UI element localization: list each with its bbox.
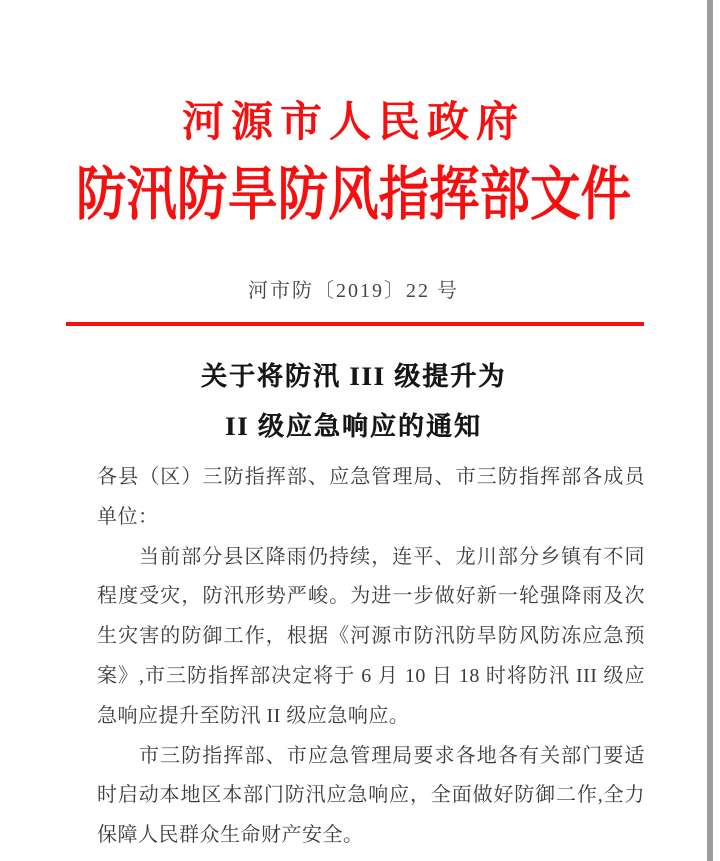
body-line: 生灾害的防御工作，根据《河源市防汛防旱防风防冻应急预 [97, 625, 645, 648]
red-divider-rule [66, 322, 644, 326]
document-body [97, 458, 645, 856]
letterhead-org-file-title: 防汛防旱防风指挥部文件 [75, 162, 632, 227]
body-line: 案》,市三防指挥部决定将于 6 月 10 日 18 时将防汛 III 级应 [97, 664, 645, 687]
body-line: 保障人民群众生命财产安全。 [97, 824, 364, 847]
notice-title-line-1: 关于将防汛 III 级提升为 [200, 362, 507, 391]
body-line: 时启动本地区本部门防汛应急响应，全面做好防御二作,全力 [97, 784, 645, 807]
body-line: 当前部分县区降雨仍持续，连平、龙川部分乡镇有不同 [139, 545, 645, 568]
scan-edge-strip [707, 0, 713, 861]
notice-title-line-2: II 级应急响应的通知 [225, 412, 482, 441]
body-line: 急响应提升至防汛 II 级应急响应。 [97, 704, 410, 727]
body-line: 单位： [97, 505, 159, 528]
body-line: 程度受灾，防汛形势严峻。为进一步做好新一轮强降雨及次 [97, 585, 645, 608]
notice-title [0, 352, 707, 452]
doc-number: 河市防〔2019〕22 号 [248, 280, 459, 302]
body-line: 市三防指挥部、市应急管理局要求各地各有关部门要适 [139, 744, 645, 767]
body-line: 各县（区）三防指挥部、应急管理局、市三防指挥部各成员 [97, 466, 645, 488]
letterhead-issuer-name: 河源市人民政府 [181, 100, 525, 146]
